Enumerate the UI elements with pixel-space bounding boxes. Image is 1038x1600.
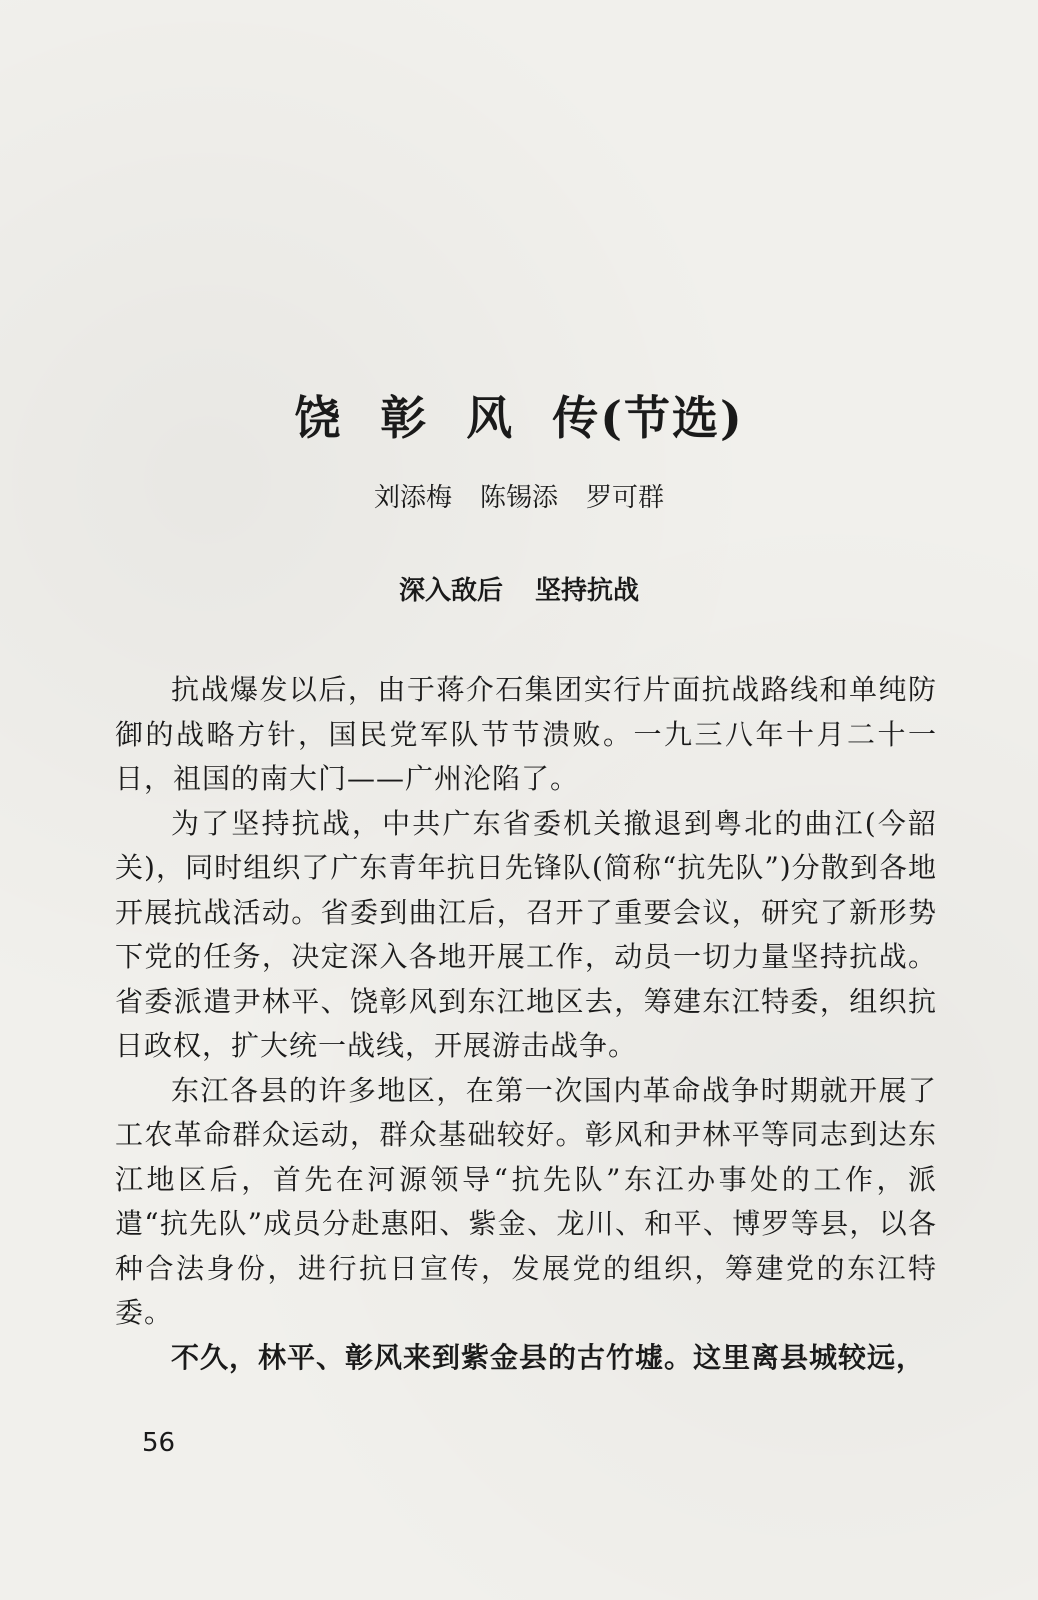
author-name: 罗可群 [586, 483, 665, 513]
author-line [0, 485, 1038, 511]
section-heading-part: 坚持抗战 [535, 576, 640, 606]
author-name: 刘添梅 [373, 483, 452, 513]
article-title [0, 391, 1038, 445]
body-text [115, 668, 937, 1380]
title-char: 传(节选) [552, 391, 744, 445]
title-char: 风 [466, 391, 515, 445]
title-char: 彰 [380, 391, 429, 445]
title-char: 饶 [294, 391, 343, 445]
author-name: 陈锡添 [479, 483, 558, 513]
page-number: 56 [142, 1428, 176, 1458]
paragraph: 东江各县的许多地区，在第一次国内革命战争时期就开展了工农革命群众运动，群众基础较好。彰风和尹林平等同志到达东江地区后，首先在河源领导“抗先队”东江办事处的工作，派遣“抗先队”成员分赴惠阳、紫金、龙川、和平、博罗等县，以各种合法身份，进行抗日宣传，发展党的组织，筹建党的东江特委。 [115, 1073, 937, 1329]
section-heading-part: 深入敌后 [398, 576, 503, 606]
section-heading [0, 578, 1038, 604]
paragraph: 抗战爆发以后，由于蒋介石集团实行片面抗战路线和单纯防御的战略方针，国民党军队节节溃败。一九三八年十月二十一日，祖国的南大门——广州沦陷了。 [115, 673, 937, 795]
paragraph: 为了坚持抗战，中共广东省委机关撤退到粤北的曲江(今韶关)，同时组织了广东青年抗日先锋队(简称“抗先队”)分散到各地开展抗战活动。省委到曲江后，召开了重要会议，研究了新形势下党的任务，决定深入各地开展工作，动员一切力量坚持抗战。省委派遣尹林平、饶彰风到东江地区去，筹建东江特委，组织抗日政权，扩大统一战线，开展游击战争。 [115, 806, 937, 1062]
paragraph: 不久，林平、彰风来到紫金县的古竹墟。这里离县城较远， [171, 1340, 926, 1374]
